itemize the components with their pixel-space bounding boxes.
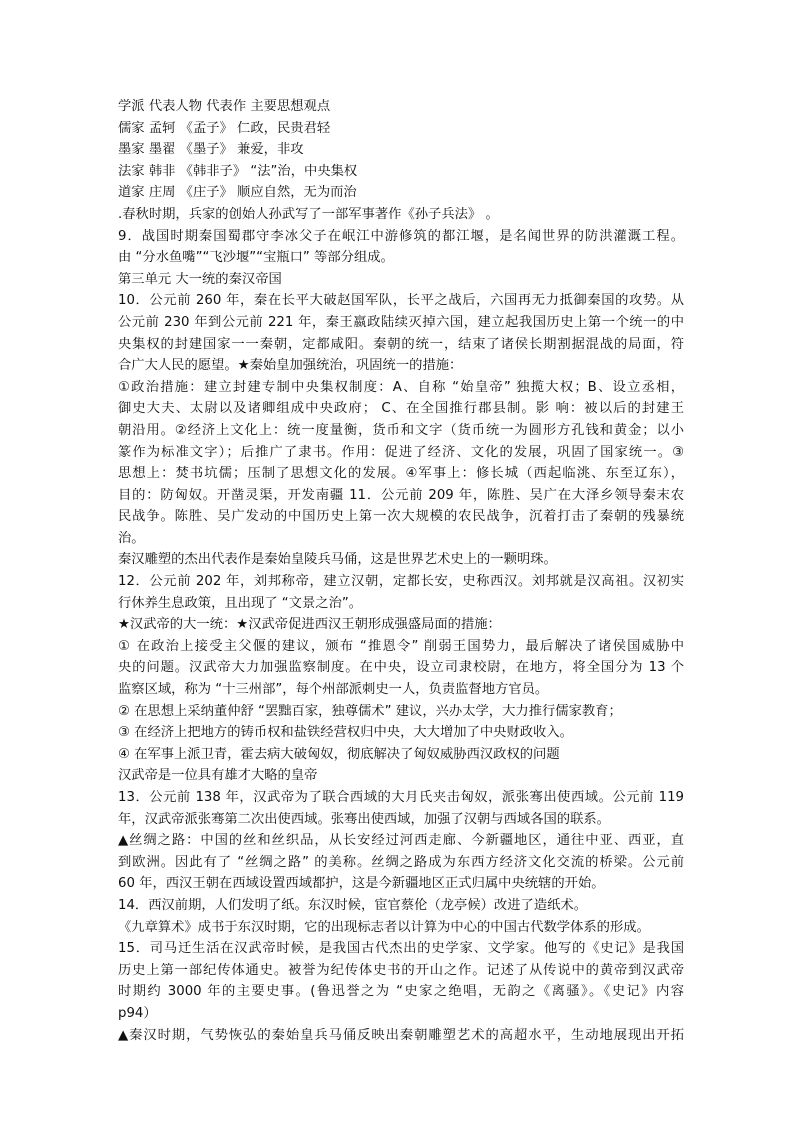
text-line: 学派 代表人物 代表作 主要思想观点 (118, 99, 331, 114)
text-line: 篆作为标准文字）；后推广了隶书。作用：促进了经济、文化的发展，巩固了国家统一。③ (118, 444, 684, 460)
text-line: 法家 韩非 《韩非子》 “法”治，中央集权 (118, 163, 358, 179)
text-line: ▲丝绸之路：中国的丝和丝织品，从长安经过河西走廊、今新疆地区，通往中亚、西亚，直 (118, 833, 684, 849)
text-line: ▲秦汉时期，气势恢弘的秦始皇兵马俑反映出秦朝雕塑艺术的高超水平，生动地展现出开拓 (118, 1027, 684, 1043)
text-line: 由 “分水鱼嘴”“飞沙堰”“宝瓶口” 等部分组成。 (118, 250, 394, 266)
text-line: 央的问题。汉武帝大力加强监察制度。在中央，设立司隶校尉，在地方，将全国分为 13 个 (118, 660, 684, 676)
text-line: 到欧洲。因此有了 “丝绸之路” 的美称。丝绸之路成为东西方经济文化交流的桥梁。公元前 (118, 854, 684, 870)
text-line: 60 年，西汉王朝在西域设置西域都护，这是今新疆地区正式归属中央统辖的开始。 (118, 876, 605, 892)
text-line: p94） (118, 1005, 157, 1021)
text-line: ★汉武帝的大一统：★汉武帝促进西汉王朝形成强盛局面的措施： (118, 617, 501, 633)
text-line: ③ 在经济上把地方的铸币权和盐铁经营权归中央，大大增加了中央财政收入。 (118, 725, 573, 741)
text-line: 儒家 孟轲 《孟子》 仁政，民贵君轻 (118, 120, 331, 136)
text-line: 朝沿用。②经济上文化上：统一度量衡，货币和文字（货币统一为圆形方孔钱和黄金；以小 (118, 422, 684, 438)
text-line: 秦汉雕塑的杰出代表作是秦始皇陵兵马俑，这是世界艺术史上的一颗明珠。 (118, 552, 557, 568)
text-line: ① 在政治上接受主父偃的建议，颁布 “推恩令” 削弱王国势力，最后解决了诸侯国威胁中 (118, 638, 684, 654)
text-line: 10．公元前 260 年，秦在长平大破赵国军队，长平之战后，六国再无力抵御秦国的攻势。从 (118, 293, 684, 309)
text-line: 公元前 230 年到公元前 221 年，秦王嬴政陆续灭掉六国，建立起我国历史上第一个统一的中 (118, 314, 684, 330)
text-line: 汉武帝是一位具有雄才大略的皇帝 (118, 768, 318, 784)
text-line: 合广大人民的愿望。★秦始皇加强统治，巩固统一的措施： (118, 358, 463, 374)
text-line: 历史上第一部纪传体通史。被誉为纪传体史书的开山之作。记述了从传说中的黄帝到汉武帝 (118, 962, 684, 978)
text-line: ④ 在军事上派卫青，霍去病大破匈奴，彻底解决了匈奴威胁西汉政权的问题 (118, 746, 560, 762)
text-line: 12．公元前 202 年，刘邦称帝，建立汉朝，定都长安，史称西汉。刘邦就是汉高祖。汉初实 (118, 574, 684, 590)
section-heading: 第三单元 大一统的秦汉帝国 (118, 271, 282, 287)
text-line: 墨家 墨翟 《墨子》 兼爱，非攻 (118, 142, 304, 158)
text-line: 民战争。陈胜、吴广发动的中国历史上第一次大规模的农民战争，沉着打击了秦朝的残暴统 (118, 509, 684, 525)
text-line: 14．西汉前期，人们发明了纸。东汉时候，宦官蔡伦（龙亭候）改进了造纸术。 (118, 897, 588, 913)
text-line: 御史大夫、太尉以及诸卿组成中央政府； C、在全国推行郡县制。影 响：被以后的封建王 (118, 401, 684, 417)
text-line: 思想上：焚书坑儒；压制了思想文化的发展。④军事上：修长城（西起临洮、东至辽东）， (118, 466, 684, 482)
text-line: ② 在思想上采纳董仲舒 “罢黜百家，独尊儒术” 建议，兴办太学，大力推行儒家教育； (118, 703, 622, 719)
text-line: 时期约 3000 年的主要史事。(鲁迅誉之为 “史家之绝唱，无韵之《离骚》。《史记》内容 (118, 984, 684, 1000)
text-line: 15．司马迁生活在汉武帝时候，是我国古代杰出的史学家、文学家。他写的《史记》是我国 (118, 941, 684, 957)
text-line: 年，汉武帝派张骞第二次出使西域。张骞出使西域，加强了汉朝与西域各国的联系。 (118, 811, 610, 827)
text-line: 监察区域，称为 “十三州部”，每个州部派刺史一人，负责监督地方官员。 (118, 682, 549, 698)
text-line: 目的：防匈奴。开凿灵渠，开发南疆 11．公元前 209 年，陈胜、吴广在大泽乡领导秦末农 (118, 487, 684, 503)
text-line: ①政治措施：建立封建专制中央集权制度：A、自称 “始皇帝” 独揽大权；B、设立丞相， (118, 379, 684, 395)
document-page (118, 96, 684, 1046)
text-line: 道家 庄周 《庄子》 顺应自然，无为而治 (118, 185, 357, 201)
text-line: 治。 (118, 530, 145, 546)
text-line: 央集权的封建国家一一秦朝，定都咸阳。秦朝的统一，结束了诸侯长期割据混战的局面，符 (118, 336, 684, 352)
text-line: 13．公元前 138 年，汉武帝为了联合西域的大月氏夹击匈奴，派张骞出使西域。公元前 119 (118, 790, 684, 805)
text-line: 9．战国时期秦国蜀郡守李冰父子在岷江中游修筑的都江堰，是名闻世界的防洪灌溉工程。 (118, 228, 684, 244)
text-line: 《九章算术》成书于东汉时期，它的出现标志者以计算为中心的中国古代数学体系的形成。 (118, 919, 650, 935)
text-line: .春秋时期，兵家的创始人孙武写了一部军事著作《孙子兵法》 。 (118, 206, 499, 222)
text-line: 行休养生息政策，且出现了 “文景之治”。 (118, 595, 363, 611)
